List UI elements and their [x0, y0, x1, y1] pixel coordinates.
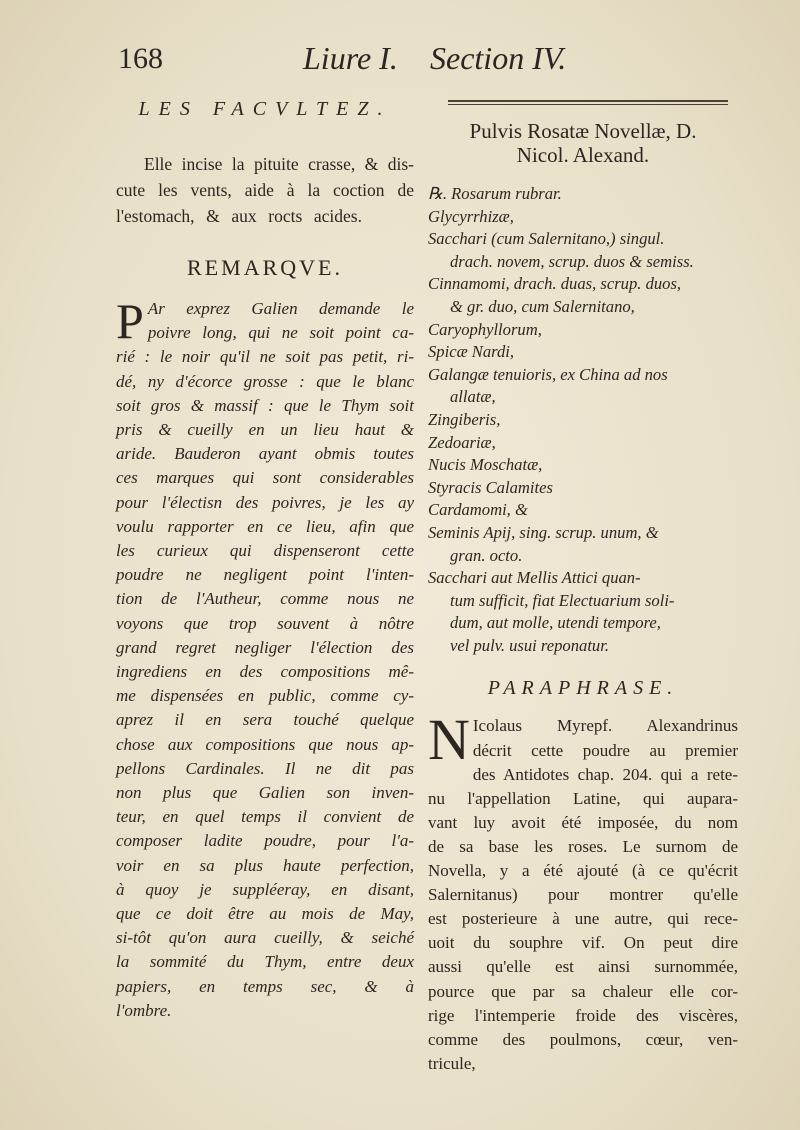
text-line: pour l'électisn des poivres, je les ay: [116, 492, 414, 512]
recipe-line: Zedoariæ,: [428, 432, 496, 452]
recipe-line: vel pulv. usui reponatur.: [450, 635, 610, 655]
text-line: Ar exprez Galien demande le: [147, 299, 414, 318]
text-line: Salernitanus) pour montrer qu'elle: [428, 885, 738, 905]
text-line: pource que par sa chaleur elle cor-: [428, 981, 738, 1001]
recipe-title-line: Nicol. Alexand.: [516, 143, 650, 167]
text-line: pris & cueilly en un lieu haut &: [116, 420, 414, 440]
text-line: décrit cette poudre au premier: [472, 740, 738, 760]
text-line: rié : le noir qu'il ne soit pas petit, ri-: [116, 347, 414, 367]
running-title-book: Liure I.: [303, 40, 398, 76]
text-line: la sommité du Thym, entre deux: [116, 952, 414, 972]
recipe-line: Styracis Calamites: [428, 477, 553, 497]
text-line: l'estomach, & aux rocts acides.: [116, 206, 362, 226]
right-column: [428, 96, 738, 1076]
paraphrase-dropcap: N: [428, 707, 470, 773]
text-line: vant luy avoit été imposée, du nom: [428, 812, 738, 832]
text-line: non plus que Galien son inven-: [116, 783, 414, 803]
text-line: me dispensées en public, comme cy-: [116, 686, 414, 706]
text-line: grand regret negliger l'élection des: [116, 637, 414, 657]
text-line: teur, en quel temps il convient de: [116, 807, 414, 827]
recipe-line: gran. octo.: [450, 545, 523, 565]
recipe-line: allatæ,: [450, 387, 496, 407]
recipe-line: Nucis Moschatæ,: [428, 455, 543, 475]
recipe-line: Glycyrrhizæ,: [428, 206, 514, 226]
remarque-dropcap: P: [116, 293, 144, 349]
text-line: si-tôt qu'on aura cueilly, & seiché: [116, 928, 414, 948]
remarque-heading: REMARQVE.: [187, 255, 343, 280]
text-line: aprez il en sera touché quelque: [116, 710, 414, 730]
remarque-text: [116, 293, 414, 1023]
text-line: des Antidotes chap. 204. qui a rete-: [472, 764, 738, 784]
recipe-line: & gr. duo, cum Salernitano,: [450, 296, 635, 316]
paraphrase-text: [428, 707, 738, 1051]
recipe-line: Zingiberis,: [428, 409, 501, 429]
text-line: rige l'intemperie froide des viscères,: [428, 1005, 738, 1025]
text-line: Novella, y a été ajouté (à ce qu'écrit: [428, 861, 738, 881]
text-line: ces marques qui sont considerables: [116, 468, 414, 488]
recipe-line: dum, aut molle, utendi tempore,: [450, 613, 661, 633]
text-line: poivre long, qui ne soit point ca-: [147, 323, 414, 343]
text-line: poudre ne negligent point l'inten-: [116, 565, 414, 585]
facultez-text: [116, 151, 414, 229]
recipe-line: Cinnamomi, drach. duas, scrup. duos,: [428, 274, 682, 294]
recipe-line: Sacchari aut Mellis Attici quan-: [428, 568, 641, 588]
recipe-line: Caryophyllorum,: [428, 319, 542, 339]
recipe-line: Sacchari (cum Salernitano,) singul.: [428, 229, 665, 249]
left-column: [116, 98, 414, 1023]
recipe-line: Spicæ Nardi,: [428, 342, 515, 362]
recipe-title: [428, 119, 738, 167]
text-line: dé, ny d'écorce grosse : que le blanc: [116, 371, 414, 391]
text-line: uoit du souphre vif. On peut dire: [428, 933, 738, 953]
text-line: les curieux qui dispenseront cette: [116, 541, 414, 561]
recipe-line: Galangæ tenuioris, ex China ad nos: [428, 364, 668, 384]
recipe-list: [428, 183, 738, 657]
double-rule-divider: [448, 100, 728, 105]
recipe-line: ℞. Rosarum rubrar.: [428, 184, 562, 203]
recipe-title-line: Pulvis Rosatæ Novellæ, D.: [469, 119, 697, 143]
recipe-line: Cardamomi, &: [428, 500, 528, 520]
facultez-heading: LES FACVLTEZ.: [138, 98, 392, 120]
text-line: nu l'appellation Latine, qui aupara-: [428, 788, 738, 808]
text-line: aride. Bauderon ayant obmis toutes: [116, 444, 414, 464]
page-number: 168: [118, 42, 163, 75]
paraphrase-heading: PARAPHRASE.: [487, 677, 679, 700]
text-line: ingrediens en des compositions mê-: [116, 662, 414, 682]
text-line: tion de l'Autheur, comme nous ne: [116, 589, 414, 609]
recipe-line: Seminis Apij, sing. scrup. unum, &: [428, 522, 659, 542]
text-line: Icolaus Myrepf. Alexandrinus: [472, 716, 738, 736]
text-line: composer ladite poudre, pour l'a-: [116, 831, 414, 851]
text-line: Elle incise la pituite crasse, & dis-: [144, 154, 414, 174]
text-line: est posterieure à une autre, qui rece-: [428, 909, 738, 929]
running-title-section: Section IV.: [430, 40, 567, 76]
catchword: tricule,: [428, 1053, 476, 1073]
text-line: à quoy je suppléeray, en disant,: [116, 879, 414, 899]
text-line: que ce doit être au mois de May,: [116, 904, 414, 924]
text-line: cute les vents, aide à la coction de: [116, 180, 414, 200]
text-line: voyons que trop souvent à nôtre: [116, 613, 414, 633]
text-line: pellons Cardinales. Il ne dit pas: [116, 758, 414, 778]
text-line: aussi qu'elle est ainsi surnommée,: [428, 957, 738, 977]
text-line: papiers, en temps sec, & à: [116, 976, 414, 996]
text-line: voir en sa plus haute perfection,: [116, 855, 414, 875]
text-line: l'ombre.: [116, 1000, 172, 1020]
text-line: voulu rapporter en ce lieu, afin que: [116, 516, 414, 536]
text-line: comme des poulmons, cœur, ven-: [428, 1029, 738, 1049]
running-header: [118, 40, 718, 80]
recipe-line: tum sufficit, fiat Electuarium soli-: [450, 590, 675, 610]
text-line: de sa base les roses. Le surnom de: [428, 836, 738, 856]
recipe-line: drach. novem, scrup. duos & semiss.: [450, 251, 694, 271]
text-line: chose aux compositions que nous ap-: [116, 734, 414, 754]
text-line: soit gros & massif : que le Thym soit: [116, 395, 414, 415]
